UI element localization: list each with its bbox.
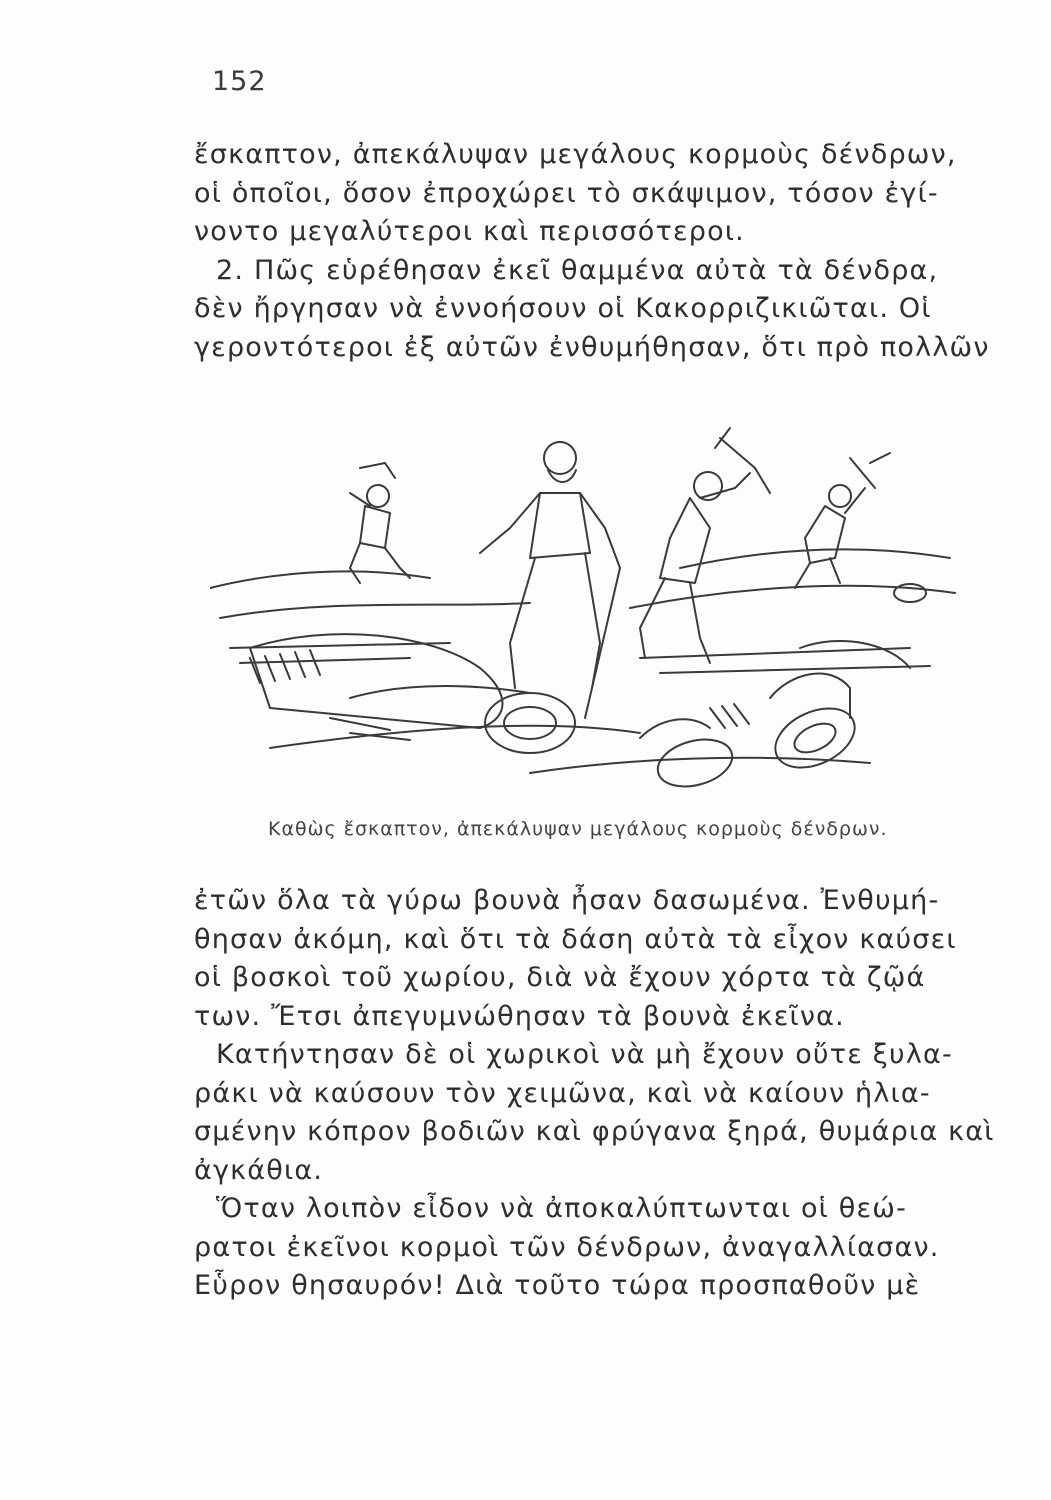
text-line: δὲν ἤργησαν νὰ ἐννοήσουν οἱ Κακορριζικιῶται. Οἱ bbox=[194, 293, 932, 324]
text-line: ἀγκάθια. bbox=[194, 1154, 324, 1186]
text-line: ἐτῶν ὅλα τὰ γύρω βουνὰ ἦσαν δασωμένα. Ἐνθυμή- bbox=[194, 885, 940, 916]
text-line: ρατοι ἐκεῖνοι κορμοὶ τῶν δένδρων, ἀναγαλλίασαν. bbox=[194, 1231, 940, 1263]
illustration-caption: Καθὼς ἔσκαπτον, ἀπεκάλυψαν μεγάλους κορμοὺς δένδρων. bbox=[268, 818, 888, 840]
text-line: οἱ ὁποῖοι, ὅσον ἐπροχώρει τὸ σκάψιμον, τόσον ἐγί- bbox=[194, 177, 939, 209]
text-line: ἔσκαπτον, ἀπεκάλυψαν μεγάλους κορμοὺς δένδρων, bbox=[194, 139, 957, 170]
text-line: ράκι νὰ καύσουν τὸν χειμῶνα, καὶ νὰ καίουν ἡλια- bbox=[194, 1077, 931, 1109]
text-line: σμένην κόπρον βοδιῶν καὶ φρύγανα ξηρά, θυμάρια καὶ bbox=[194, 1116, 995, 1147]
text-line: 2. Πῶς εὑρέθησαν ἐκεῖ θαμμένα αὐτὰ τὰ δένδρα, bbox=[216, 254, 939, 286]
men-digging-tree-trunks-illustration bbox=[210, 418, 970, 808]
page-number: 152 bbox=[212, 66, 267, 97]
text-line: θησαν ἀκόμη, καὶ ὅτι τὰ δάση αὐτὰ τὰ εἶχον καύσει bbox=[194, 923, 957, 955]
text-line: Ὅταν λοιπὸν εἶδον νὰ ἀποκαλύπτωνται οἱ θεώ- bbox=[216, 1193, 908, 1224]
text-line: των. Ἔτσι ἀπεγυμνώθησαν τὰ βουνὰ ἐκεῖνα. bbox=[194, 1000, 845, 1032]
text-line: Κατήντησαν δὲ οἱ χωρικοὶ νὰ μὴ ἔχουν οὔτε ξυλα- bbox=[216, 1039, 953, 1070]
bottom-text-block bbox=[194, 882, 995, 1306]
text-line: Εὗρον θησαυρόν! Διὰ τοῦτο τώρα προσπαθοῦν μὲ bbox=[194, 1270, 921, 1301]
text-line: νοντο μεγαλύτεροι καὶ περισσότεροι. bbox=[194, 216, 745, 247]
text-line: γεροντότεροι ἐξ αὐτῶν ἐνθυμήθησαν, ὅτι πρὸ πολλῶν bbox=[194, 331, 990, 363]
text-line: οἱ βοσκοὶ τοῦ χωρίου, διὰ νὰ ἔχουν χόρτα τὰ ζῷά bbox=[194, 962, 926, 993]
top-text-block bbox=[194, 136, 990, 367]
